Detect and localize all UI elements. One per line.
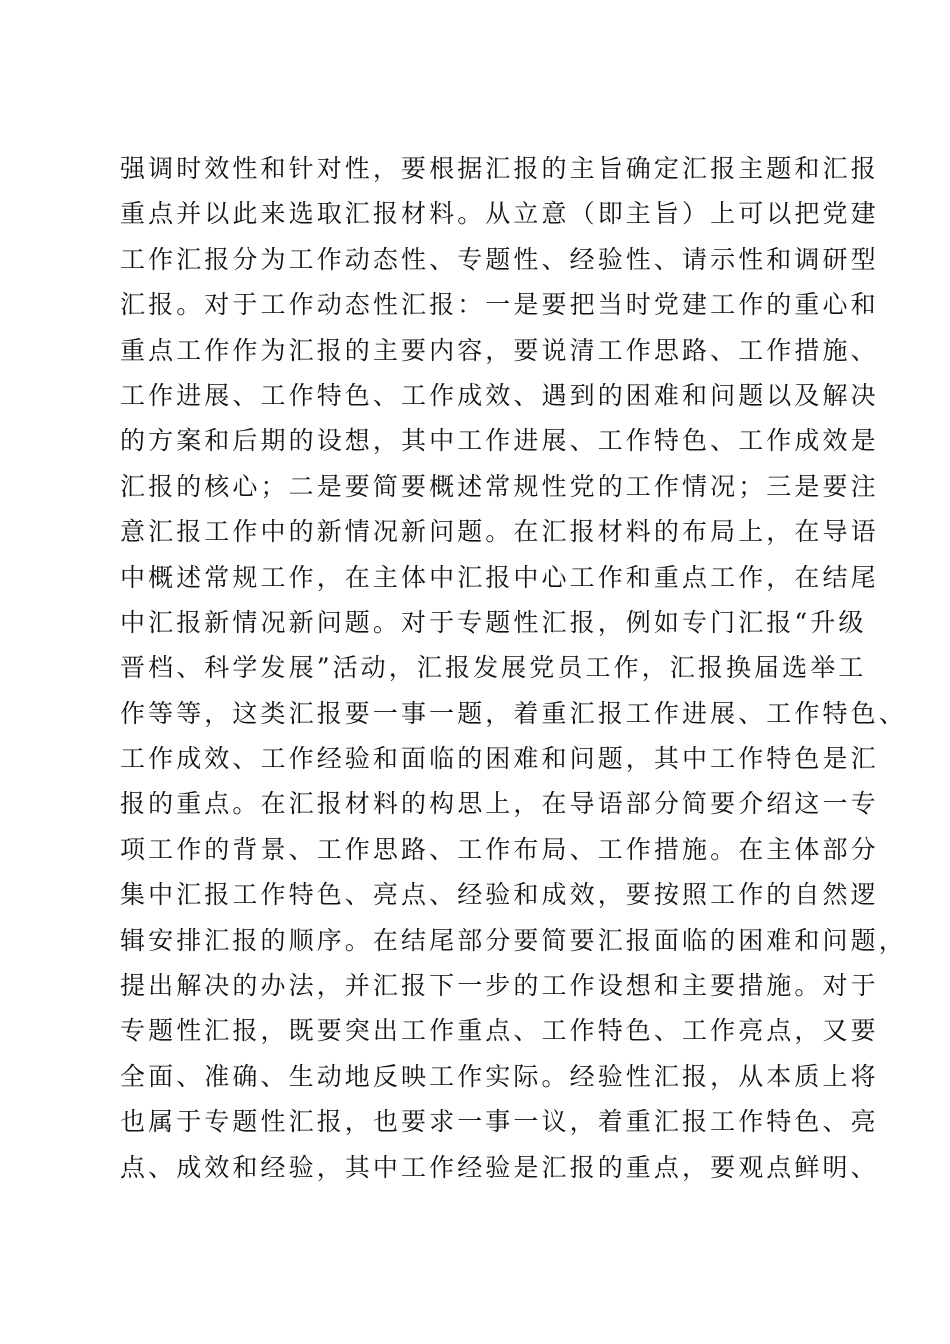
text-line: 中概述常规工作，在主体中汇报中心工作和重点工作，在结尾: [120, 562, 879, 592]
text-line: 的方案和后期的设想，其中工作进展、工作特色、工作成效是: [120, 426, 879, 456]
text-line: 项工作的背景、工作思路、工作布局、工作措施。在主体部分: [120, 834, 879, 864]
text-line: 集中汇报工作特色、亮点、经验和成效，要按照工作的自然逻: [120, 880, 879, 910]
text-line: 中汇报新情况新问题。对于专题性汇报，例如专门汇报“升级: [120, 607, 867, 637]
text-line: 汇报的核心；二是要简要概述常规性党的工作情况；三是要注: [120, 471, 879, 501]
text-line: 提出解决的办法，并汇报下一步的工作设想和主要措施。对于: [120, 971, 879, 1001]
text-line: 汇报。对于工作动态性汇报：一是要把当时党建工作的重心和: [120, 290, 879, 320]
text-line: 工作汇报分为工作动态性、专题性、经验性、请示性和调研型: [120, 244, 879, 274]
text-line: 意汇报工作中的新情况新问题。在汇报材料的布局上，在导语: [120, 517, 879, 547]
text-line: 工作进展、工作特色、工作成效、遇到的困难和问题以及解决: [120, 380, 879, 410]
text-line: 全面、准确、生动地反映工作实际。经验性汇报，从本质上将: [120, 1061, 879, 1091]
text-line: 强调时效性和针对性，要根据汇报的主旨确定汇报主题和汇报: [120, 154, 879, 183]
text-line: 专题性汇报，既要突出工作重点、工作特色、工作亮点，又要: [120, 1016, 879, 1046]
document-body: [120, 146, 907, 1190]
text-line: 也属于专题性汇报，也要求一事一议，着重汇报工作特色、亮: [120, 1107, 879, 1137]
text-line: 辑安排汇报的顺序。在结尾部分要简要汇报面临的困难和问题，: [120, 925, 907, 955]
text-line: 报的重点。在汇报材料的构思上，在导语部分简要介绍这一专: [120, 789, 879, 819]
text-line: 重点并以此来选取汇报材料。从立意（即主旨）上可以把党建: [120, 199, 879, 229]
text-line: 工作成效、工作经验和面临的困难和问题，其中工作特色是汇: [120, 744, 879, 774]
text-line: 作等等，这类汇报要一事一题，着重汇报工作进展、工作特色、: [120, 698, 907, 728]
text-line: 晋档、科学发展”活动，汇报发展党员工作，汇报换届选举工: [120, 653, 867, 683]
text-line: 点、成效和经验，其中工作经验是汇报的重点，要观点鲜明、: [120, 1152, 879, 1182]
text-line: 重点工作作为汇报的主要内容，要说清工作思路、工作措施、: [120, 335, 879, 365]
